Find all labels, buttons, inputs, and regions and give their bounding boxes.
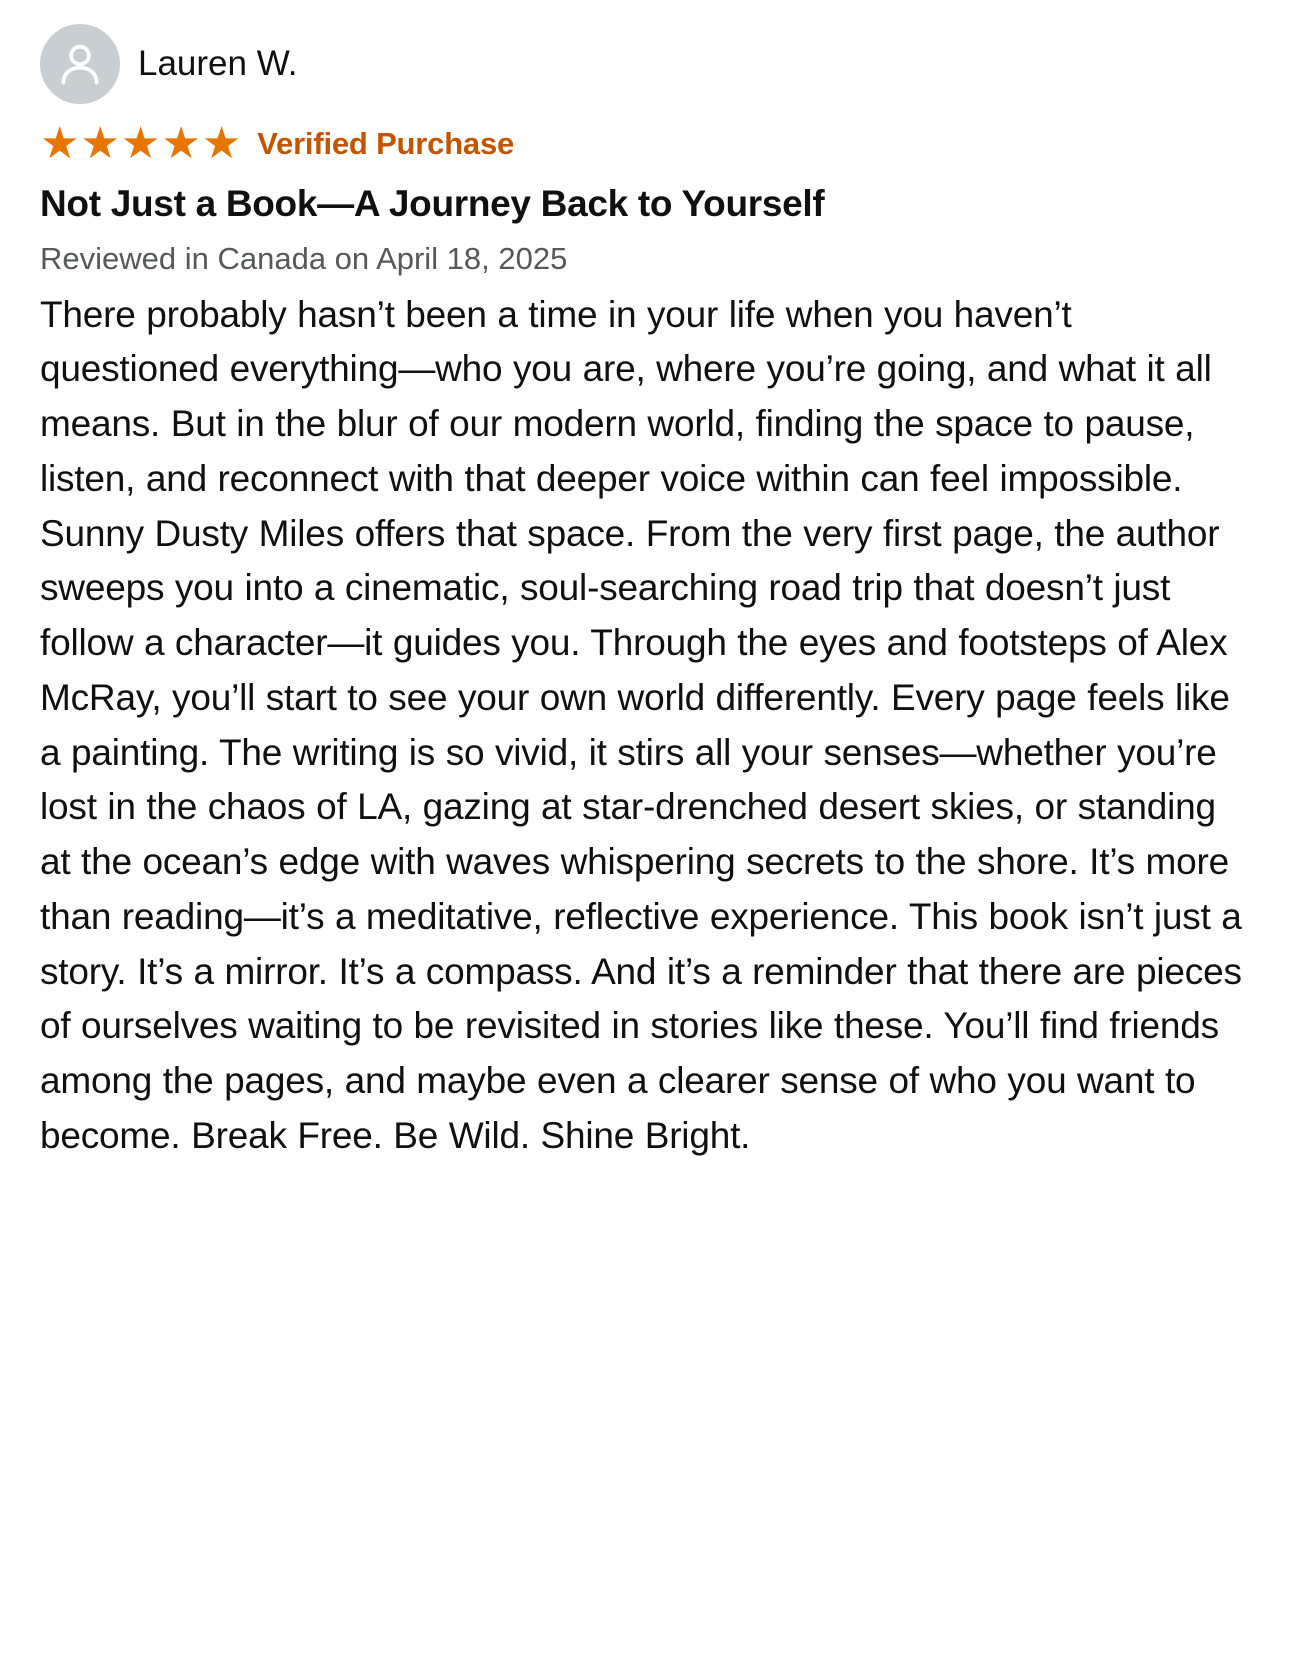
user-avatar-icon <box>53 37 107 91</box>
verified-purchase-badge: Verified Purchase <box>257 126 515 161</box>
rating-row <box>40 119 1250 168</box>
star-icon: ★ <box>120 119 161 168</box>
avatar <box>40 24 120 104</box>
star-icon: ★ <box>80 119 120 168</box>
reviewer-name[interactable]: Lauren W. <box>138 43 298 83</box>
star-icon: ★ <box>201 119 242 168</box>
star-icon: ★ <box>161 119 201 168</box>
star-rating[interactable] <box>40 119 242 168</box>
reviewer-row <box>40 24 1250 104</box>
review-meta: Reviewed in Canada on April 18, 2025 <box>40 241 568 277</box>
star-icon: ★ <box>40 119 80 168</box>
review-body: There probably hasn’t been a time in your life when you haven’t questioned everything—who you are, where you’re going, and what it all means. But in the blur of our modern world, finding the space to pause, listen, and reconnect with that deeper voice within can feel impossible. Sunny Dusty Miles offers that space. From the very first page, the author sweeps you into a cinematic, soul-searching road trip that doesn’t just follow a character—it guides you. Through the eyes and footsteps of Alex McRay, you’ll start to see your own world differently. Every page feels like a painting. The writing is so vivid, it stirs all your senses—whether you’re lost in the chaos of LA, gazing at star-drenched desert skies, or standing at the ocean’s edge with waves whispering secrets to the shore. It’s more than reading—it’s a meditative, reflective experience. This book isn’t just a story. It’s a mirror. It’s a compass. And it’s a reminder that there are pieces of ourselves waiting to be revisited in stories like these. You’ll find friends among the pages, and maybe even a clearer sense of who you want to become. Break Free. Be Wild. Shine Bright. <box>40 293 1242 1156</box>
review-title[interactable]: Not Just a Book—A Journey Back to Yourself <box>40 183 825 224</box>
